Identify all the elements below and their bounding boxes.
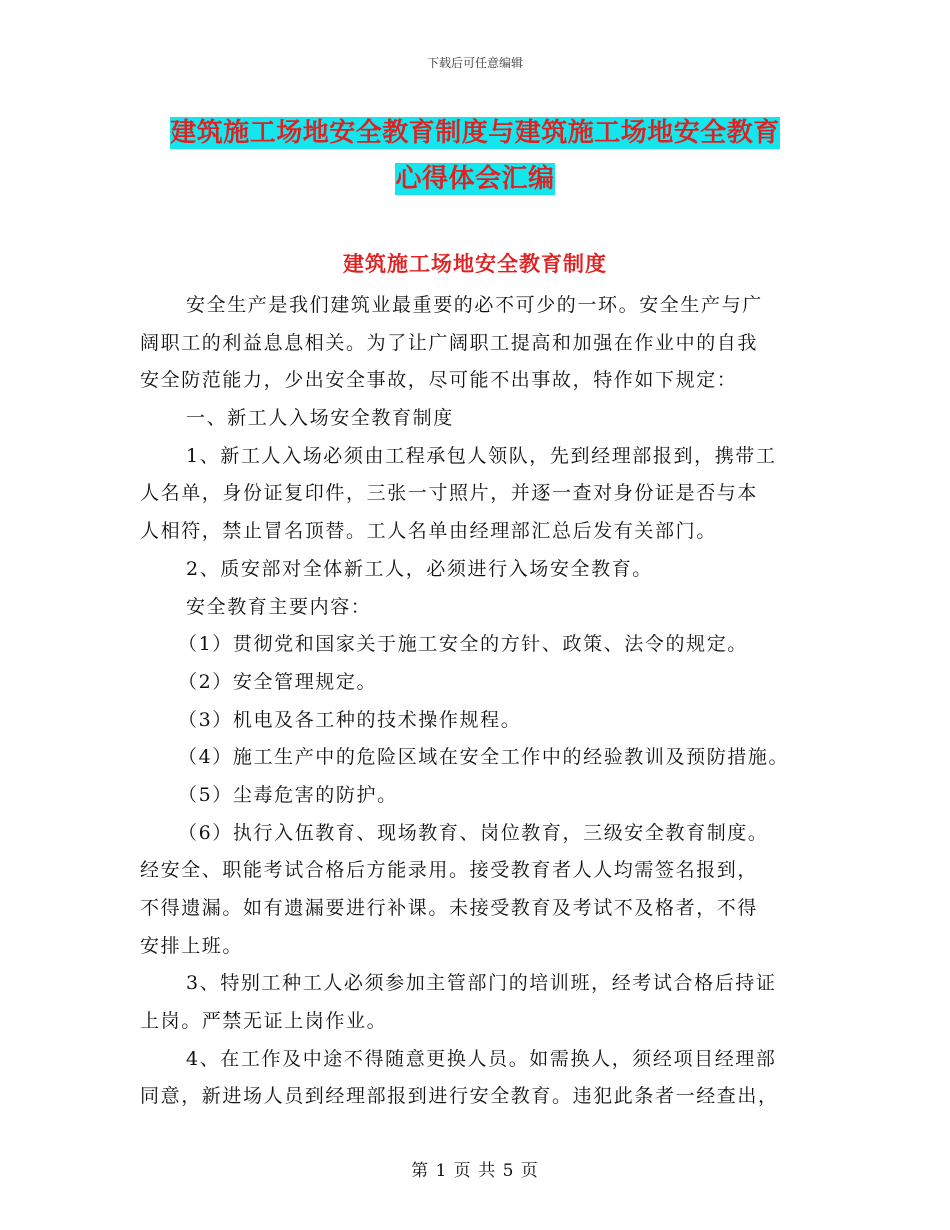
title-highlight-1: 建筑施工场地安全教育制度与建筑施工场地安全教育: [170, 118, 780, 148]
body-line: 阔职工的利益息息相关。为了让广阔职工提高和加强在作业中的自我: [140, 331, 759, 354]
body-line: 同意，新进场人员到经理部报到进行安全教育。违犯此条者一经查出，: [140, 1085, 779, 1108]
title-highlight-2: 心得体会汇编: [395, 164, 555, 194]
body-line: 上岗。严禁无证上岗作业。: [140, 1010, 388, 1033]
section-title: 建筑施工场地安全教育制度: [343, 252, 607, 276]
body-line: 一、新工人入场安全教育制度: [186, 407, 454, 430]
body-line: 安全生产是我们建筑业最重要的必不可少的一环。安全生产与广: [186, 294, 763, 316]
header-note: 下载后可任意编辑: [426, 56, 523, 70]
body-line: （6）执行入伍教育、现场教育、岗位教育，三级安全教育制度。: [178, 821, 769, 844]
body-line: 3、特别工种工人必须参加主管部门的培训班，经考试合格后持证: [186, 972, 777, 995]
body-line: （5）尘毒危害的防护。: [178, 783, 398, 806]
page-footer: 第 1 页 共 5 页: [411, 1161, 539, 1181]
body-line: （1）贯彻党和国家关于施工安全的方针、政策、法令的规定。: [178, 633, 748, 656]
body-line: 安全防范能力，少出安全事故，尽可能不出事故，特作如下规定：: [140, 369, 738, 392]
document-title-line-2: [0, 158, 950, 195]
body-line: （3）机电及各工种的技术操作规程。: [178, 708, 522, 731]
body-line: 安排上班。: [140, 934, 244, 957]
body-line: 经安全、职能考试合格后方能录用。接受教育者人人均需签名报到，: [140, 859, 759, 882]
body-line: （4）施工生产中的危险区域在安全工作中的经验教训及预防措施。: [178, 746, 790, 769]
document-title-line-1: [0, 112, 950, 149]
body-line: 2、质安部对全体新工人，必须进行入场安全教育。: [186, 557, 653, 580]
body-line: 不得遗漏。如有遗漏要进行补课。未接受教育及考试不及格者，不得: [140, 897, 759, 919]
body-line: 人相符，禁止冒名顶替。工人名单由经理部汇总后发有关部门。: [140, 520, 717, 543]
document-body: [140, 287, 820, 1116]
body-line: 安全教育主要内容：: [186, 595, 372, 618]
body-line: 4、在工作及中途不得随意更换人员。如需换人，须经项目经理部: [186, 1047, 777, 1070]
body-line: （2）安全管理规定。: [178, 670, 378, 693]
body-line: 人名单，身份证复印件，三张一寸照片，并逐一查对身份证是否与本: [140, 482, 759, 505]
body-line: 1、新工人入场必须由工程承包人领队，先到经理部报到，携带工: [186, 444, 777, 467]
